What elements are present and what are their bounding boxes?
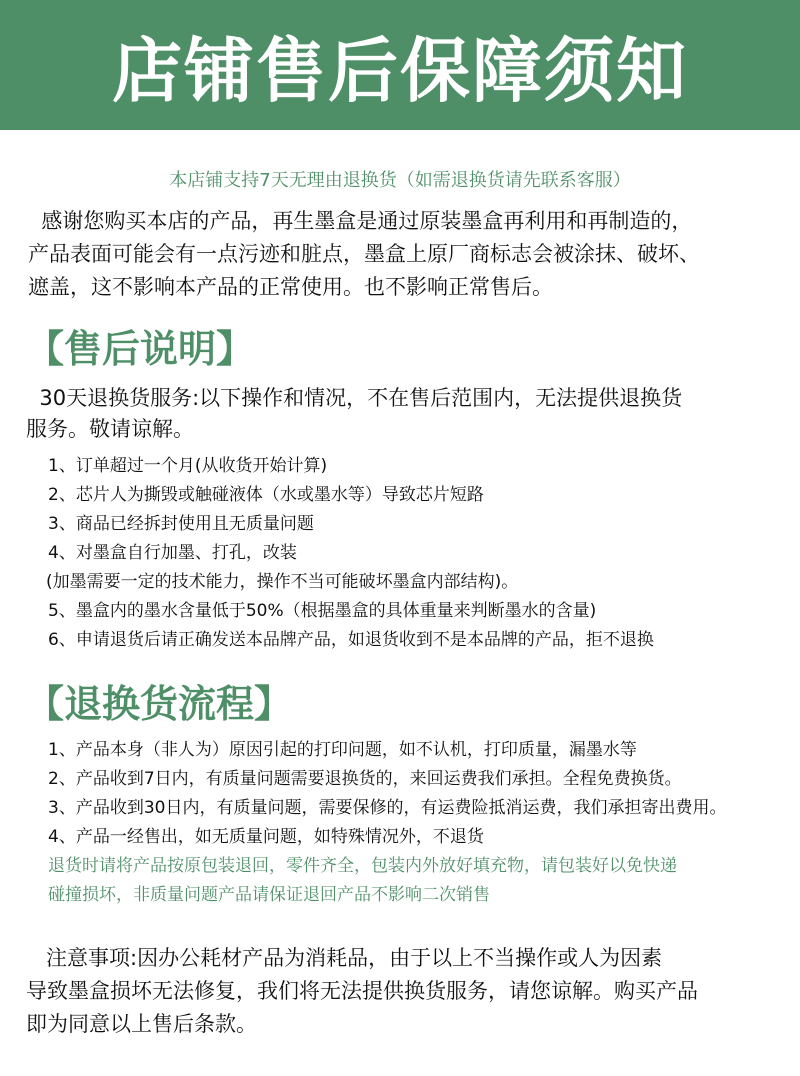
list-item: 2、芯片人为撕毁或触碰液体（水或墨水等）导致芯片短路 — [48, 485, 484, 505]
page-title: 店铺售后保障须知 — [112, 29, 688, 112]
return-note: 碰撞损坏，非质量问题产品请保证退回产品不影响二次销售 — [48, 885, 490, 905]
intro-paragraph — [28, 205, 788, 304]
lead-line: 服务。敬请谅解。 — [26, 417, 194, 441]
list-item: 4、产品一经售出，如无质量问题，如特殊情况外，不退货 — [48, 827, 484, 847]
after-sales-heading: 【售后说明】 — [26, 327, 255, 371]
list-item: (加墨需要一定的技术能力，操作不当可能破坏墨盒内部结构)。 — [46, 572, 519, 592]
list-item: 2、产品收到7日内，有质量问题需要退换货的，来回运费我们承担。全程免费换货。 — [48, 769, 682, 789]
header-banner — [0, 0, 800, 130]
after-sales-list — [48, 452, 798, 655]
notice-paragraph — [26, 942, 796, 1041]
intro-line: 产品表面可能会有一点污迹和脏点，墨盒上原厂商标志会被涂抹、破坏、 — [28, 242, 700, 266]
list-item: 3、产品收到30日内，有质量问题，需要保修的，有运费险抵消运费，我们承担寄出费用。 — [48, 798, 727, 818]
return-note: 退货时请将产品按原包装退回，零件齐全，包装内外放好填充物，请包装好以免快递 — [48, 856, 677, 876]
intro-line: 遮盖，这不影响本产品的正常使用。也不影响正常售后。 — [28, 275, 553, 299]
return-policy-subtitle: 本店铺支持7天无理由退换货（如需退换货请先联系客服） — [169, 170, 631, 191]
notice-line: 导致墨盒损坏无法修复，我们将无法提供换货服务，请您谅解。购买产品 — [26, 979, 698, 1003]
lead-line: 30天退换货服务:以下操作和情况，不在售后范围内，无法提供退换货 — [26, 386, 683, 410]
list-item: 1、订单超过一个月(从收货开始计算) — [48, 456, 328, 476]
list-item: 4、对墨盒自行加墨、打孔，改装 — [48, 543, 297, 563]
return-flow-list — [48, 736, 798, 910]
notice-line: 注意事项:因办公耗材产品为消耗品，由于以上不当操作或人为因素 — [26, 946, 663, 970]
after-sales-lead — [26, 383, 796, 445]
list-item: 3、商品已经拆封使用且无质量问题 — [48, 514, 314, 534]
notice-line: 即为同意以上售后条款。 — [26, 1012, 257, 1036]
return-flow-heading: 【退换货流程】 — [26, 682, 293, 726]
intro-line: 感谢您购买本店的产品，再生墨盒是通过原装墨盒再利用和再制造的， — [28, 209, 693, 233]
list-item: 5、墨盒内的墨水含量低于50%（根据墨盒的具体重量来判断墨水的含量) — [48, 601, 597, 621]
list-item: 6、申请退货后请正确发送本品牌产品，如退货收到不是本品牌的产品，拒不退换 — [48, 630, 654, 650]
list-item: 1、产品本身（非人为）原因引起的打印问题，如不认机，打印质量，漏墨水等 — [48, 740, 637, 760]
